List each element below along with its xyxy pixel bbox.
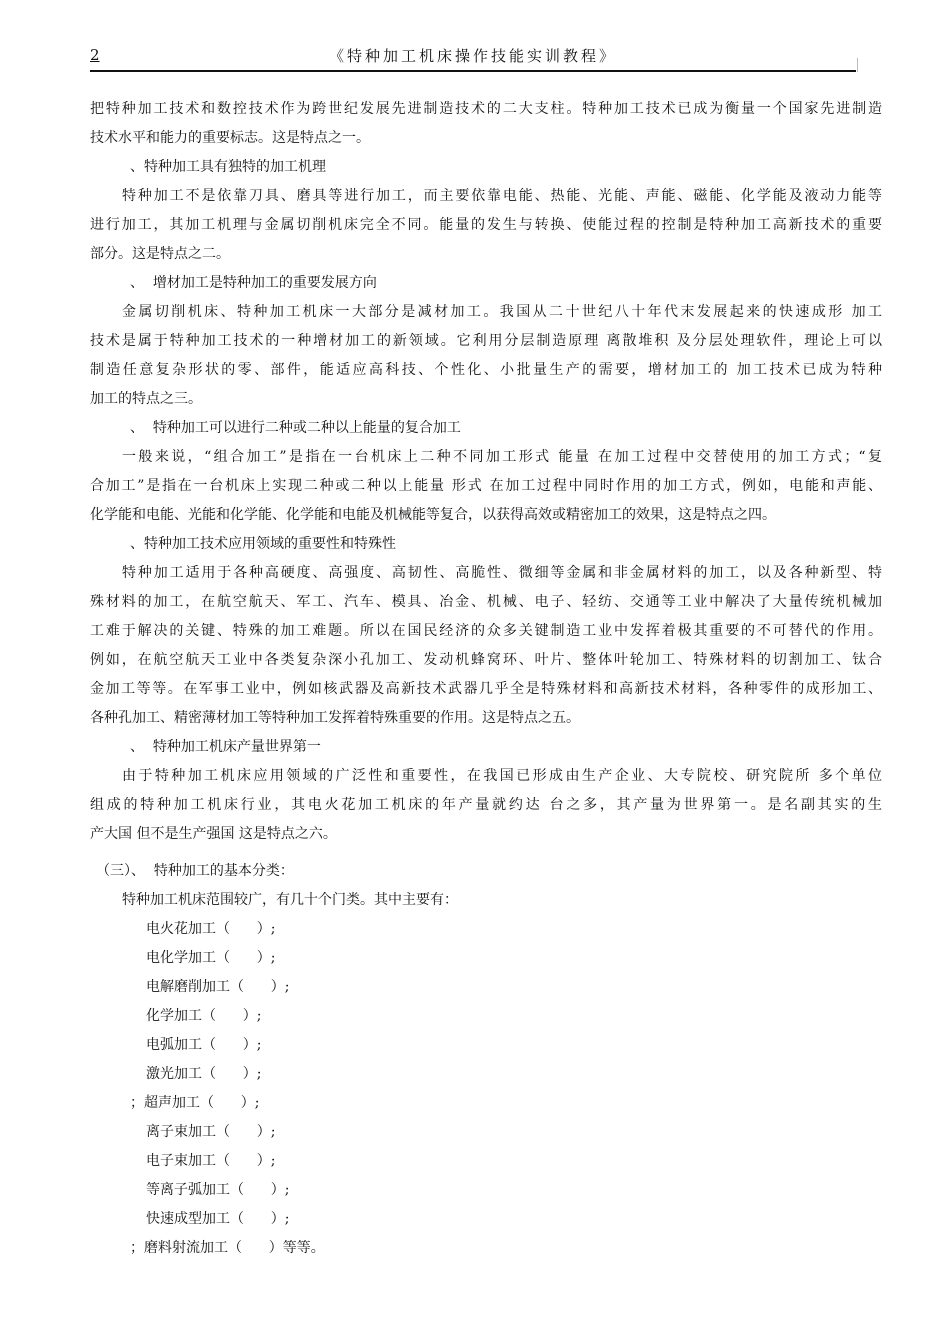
- list-item: 化学加工（ ）;: [146, 1008, 262, 1024]
- list-item: 电化学加工（ ）;: [146, 950, 276, 966]
- header-rule-mark: [857, 58, 858, 72]
- body-line: 技术是属于特种加工技术的一种增材加工的新领域。它利用分层制造原理 离散堆积 及分层处理软件，理论上可以: [90, 333, 882, 349]
- list-item: 快速成型加工（ ）;: [146, 1211, 290, 1227]
- subheading-feature-5: 、特种加工技术应用领域的重要性和特殊性: [130, 536, 396, 552]
- list-item: ；磨料射流加工（ ）等等。: [130, 1240, 325, 1256]
- body-line: 加工的特点之三。: [90, 391, 202, 407]
- body-line: 产大国 但不是生产强国 这是特点之六。: [90, 826, 337, 842]
- body-line: 特种加工不是依靠刀具、磨具等进行加工，而主要依靠电能、热能、光能、声能、磁能、化学能及液动力能等: [122, 188, 882, 204]
- section-heading-3: （三）、 特种加工的基本分类：: [96, 863, 294, 879]
- list-item: ；超声加工（ ）;: [130, 1095, 260, 1111]
- body-line: 化学能和电能、光能和化学能、化学能和电能及机械能等复合，以获得高效或精密加工的效果，这是特点之四。: [90, 507, 776, 523]
- body-line: 制造任意复杂形状的零、部件，能适应高科技、个性化、小批量生产的需要，增材加工的 加工技术已成为特种: [90, 362, 882, 378]
- body-line: 特种加工适用于各种高硬度、高强度、高韧性、高脆性、微细等金属和非金属材料的加工，以及各种新型、特: [122, 565, 882, 581]
- body-line: 部分。这是特点之二。: [90, 246, 230, 262]
- list-item: 电解磨削加工（ ）;: [146, 979, 290, 995]
- subheading-feature-3: 、 增材加工是特种加工的重要发展方向: [130, 275, 377, 291]
- document-body: [90, 95, 882, 1263]
- subheading-feature-4: 、 特种加工可以进行二种或二种以上能量的复合加工: [130, 420, 461, 436]
- list-item: 电火花加工（ ）;: [146, 921, 276, 937]
- list-item: 电子束加工（ ）;: [146, 1153, 276, 1169]
- body-line: 组成的特种加工机床行业，其电火花加工机床的年产量就约达 台之多，其产量为世界第一。是名副其实的生: [90, 797, 882, 813]
- list-item: 激光加工（ ）;: [146, 1066, 262, 1082]
- list-item: 离子束加工（ ）;: [146, 1124, 276, 1140]
- body-line: 金属切削机床、特种加工机床一大部分是减材加工。我国从二十世纪八十年代末发展起来的快速成形 加工: [122, 304, 882, 320]
- body-line: 合加工”是指在一台机床上实现二种或二种以上能量 形式 在加工过程中同时作用的加工方式，例如，电能和声能、: [90, 478, 882, 494]
- book-title: 《特种加工机床操作技能实训教程》: [328, 47, 617, 65]
- body-line: 技术水平和能力的重要标志。这是特点之一。: [90, 130, 370, 146]
- body-line: 例如，在航空航天工业中各类复杂深小孔加工、发动机蜂窝环、叶片、整体叶轮加工、特殊材料的切割加工、钛合: [90, 652, 882, 668]
- list-item: 电弧加工（ ）;: [146, 1037, 262, 1053]
- subheading-feature-2: 、特种加工具有独特的加工机理: [130, 159, 326, 175]
- page-header: [90, 44, 856, 72]
- body-line: 各种孔加工、精密薄材加工等特种加工发挥着特殊重要的作用。这是特点之五。: [90, 710, 580, 726]
- body-line: 由于特种加工机床应用领域的广泛性和重要性，在我国已形成由生产企业、大专院校、研究院所 多个单位: [122, 768, 882, 784]
- classification-intro: 特种加工机床范围较广，有几十个门类。其中主要有：: [122, 892, 458, 908]
- page-number: 2: [90, 46, 100, 64]
- body-line: 工难于解决的关键、特殊的加工难题。所以在国民经济的众多关键制造工业中发挥着极其重要的不可替代的作用。: [90, 623, 882, 639]
- body-line: 金加工等等。在军事工业中，例如核武器及高新技术武器几乎全是特殊材料和高新技术材料，各种零件的成形加工、: [90, 681, 882, 697]
- body-line: 一般来说，“组合加工”是指在一台机床上二种不同加工形式 能量 在加工过程中交替使用的加工方式；“复: [122, 449, 882, 465]
- list-item: 等离子弧加工（ ）;: [146, 1182, 290, 1198]
- subheading-feature-6: 、 特种加工机床产量世界第一: [130, 739, 321, 755]
- body-line: 殊材料的加工，在航空航天、军工、汽车、模具、冶金、机械、电子、轻纺、交通等工业中解决了大量传统机械加: [90, 594, 882, 610]
- body-line: 进行加工，其加工机理与金属切削机床完全不同。能量的发生与转换、使能过程的控制是特种加工高新技术的重要: [90, 217, 882, 233]
- body-line: 把特种加工技术和数控技术作为跨世纪发展先进制造技术的二大支柱。特种加工技术已成为衡量一个国家先进制造: [90, 101, 882, 117]
